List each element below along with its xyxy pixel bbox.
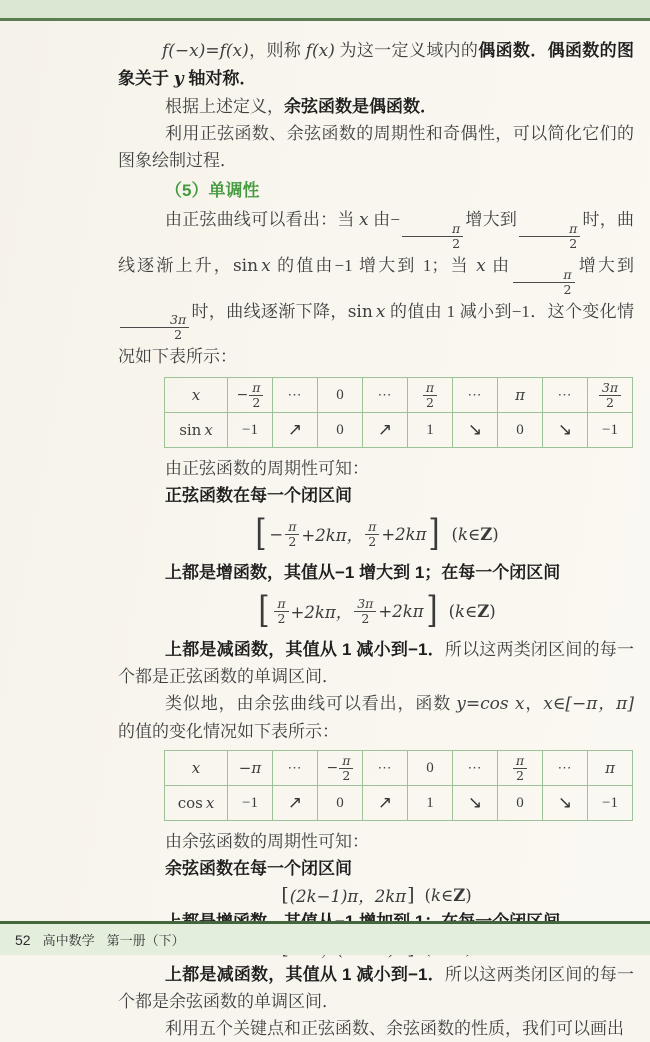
- math-function-cos: cos: [177, 793, 203, 812]
- table-row-x: [165, 751, 633, 786]
- fraction-numerator: π: [274, 597, 288, 612]
- table-cell: ⋯: [273, 378, 318, 413]
- fraction-numerator: π: [339, 754, 353, 769]
- table-cell: π: [498, 378, 543, 413]
- paren: ): [489, 601, 496, 621]
- math-variable-x: x: [359, 210, 369, 230]
- fraction-denominator: 2: [277, 610, 286, 626]
- table-cell: ⋯: [273, 751, 318, 786]
- body-text: 由正弦函数的周期性可知：: [165, 459, 369, 479]
- statement-cosine-decreasing: [118, 961, 634, 1015]
- table-cell: −π: [228, 751, 273, 786]
- sine-variation-table: [164, 377, 633, 448]
- body-text: 由: [485, 255, 512, 275]
- heading-label: （5）单调性: [165, 181, 260, 200]
- arrow-down-cell: ↘: [543, 786, 588, 821]
- element-of-symbol: ∈: [440, 885, 454, 905]
- body-text: 利用五个关键点和正弦函数、余弦函数的性质，我们可以画出: [165, 1019, 624, 1039]
- fraction-cell: [237, 381, 264, 410]
- arrow-up-cell: ↗: [363, 413, 408, 448]
- table-header-cosx: [165, 786, 228, 821]
- paragraph-cosine-curve-observation: [118, 690, 634, 745]
- math-function-sin: sin: [179, 420, 202, 439]
- fraction-pi-over-2: [274, 597, 288, 626]
- cosine-variation-table: [164, 750, 633, 821]
- table-cell: ⋯: [543, 751, 588, 786]
- element-of-symbol: ∈: [467, 524, 481, 544]
- table-cell: 1: [408, 786, 453, 821]
- table-cell: 0: [498, 413, 543, 448]
- table-cell: −1: [228, 413, 273, 448]
- table-cell: [498, 751, 543, 786]
- volume-label: 第一册（下）: [106, 933, 185, 948]
- statement-sine-increasing: [118, 559, 634, 586]
- paren: ): [492, 524, 499, 544]
- fraction: [249, 381, 263, 410]
- fraction-denominator: 2: [288, 533, 297, 549]
- math-text: −: [269, 524, 284, 544]
- paragraph-five-key-points: [118, 1015, 634, 1042]
- paragraph-cosine-periodicity: [118, 828, 634, 855]
- fraction-denominator: 2: [516, 767, 524, 783]
- body-text: 为这一定义域内的: [334, 41, 479, 60]
- minus-sign: −: [236, 387, 249, 404]
- table-cell: 1: [408, 413, 453, 448]
- math-text: +2kπ: [381, 524, 427, 544]
- arrow-down-cell: ↘: [543, 413, 588, 448]
- body-text: 的值由 1 减小到−1．这个变化情况如下表所示：: [118, 301, 635, 367]
- page-content: [118, 37, 634, 1042]
- statement-cosine-interval: [118, 855, 634, 882]
- table-row-sinx: [165, 413, 633, 448]
- bold-text: 轴对称．: [183, 69, 257, 88]
- body-text: 所以这两类闭区间的每一个都是正弦函数的单调区间．: [118, 640, 634, 687]
- arrow-down-cell: ↘: [453, 413, 498, 448]
- math-text: +2kπ，: [301, 526, 364, 546]
- body-text: ，: [524, 694, 544, 714]
- body-text: 由−: [368, 210, 400, 229]
- table-cell: 0: [408, 751, 453, 786]
- fraction: [513, 754, 527, 783]
- fraction-denominator: 2: [174, 327, 183, 343]
- table-row-cosx: [165, 786, 633, 821]
- table-cell: −1: [588, 413, 633, 448]
- table-cell: ⋯: [453, 751, 498, 786]
- fraction-denominator: 2: [606, 394, 614, 410]
- fraction-numerator: 3π: [354, 597, 376, 612]
- body-text: 的值的变化情况如下表所示：: [118, 722, 339, 742]
- math-variable-k: k: [455, 601, 466, 621]
- body-text: 的值由−1 增大到 1；当: [270, 255, 477, 275]
- formula-sine-decreasing-interval: [ $\frac{\pi}{2}$ +2kπ， $\frac{3\pi}{2}$ +2kπ ] (k∈Z): [258, 590, 496, 632]
- book-title: 高中数学: [42, 933, 95, 948]
- fraction-pi-over-2: [365, 520, 379, 549]
- body-text: 时，曲线逐渐上升，: [118, 210, 635, 275]
- page-number: 52: [15, 931, 31, 948]
- math-variable-x: x: [191, 758, 201, 777]
- fraction-numerator: π: [513, 754, 527, 769]
- math-variable-k: k: [430, 885, 441, 905]
- math-text: (2k−1)π，2kπ: [289, 887, 407, 907]
- math-expression: f(−x)=f(x): [162, 41, 249, 61]
- minus-sign: −: [326, 760, 339, 777]
- body-text: 增大到: [576, 255, 635, 275]
- fraction-denominator: 2: [368, 533, 377, 549]
- math-text: +2kπ，: [290, 603, 353, 623]
- fraction-pi-over-2: [285, 520, 299, 549]
- fraction-pi-over-2: [513, 268, 574, 297]
- body-text: 所以这两类闭区间的每一个都是余弦函数的单调区间．: [118, 965, 634, 1012]
- table-cell: 0: [318, 378, 363, 413]
- fraction-denominator: 2: [569, 235, 578, 251]
- math-variable-x: x: [204, 420, 213, 439]
- paren: (: [448, 601, 456, 621]
- fraction-numerator: π: [285, 520, 299, 535]
- fraction-numerator: 3π: [599, 381, 621, 396]
- table-cell: ⋯: [363, 751, 408, 786]
- heading-monotonicity: [118, 177, 634, 204]
- fraction-numerator: 3π: [120, 313, 189, 328]
- paragraph-simplify-drawing: [118, 120, 634, 174]
- math-expression: y=cos x: [456, 694, 525, 715]
- table-cell: −1: [588, 786, 633, 821]
- element-of-symbol: ∈: [465, 601, 478, 621]
- table-cell: −1: [228, 786, 273, 821]
- condition-k-in-z: [425, 886, 472, 905]
- arrow-down-cell: ↘: [453, 786, 498, 821]
- math-expression: x∈[−π，π]: [543, 694, 634, 715]
- bold-text: 余弦函数是偶函数．: [284, 97, 437, 116]
- paren: ): [465, 885, 472, 905]
- page-footer: [0, 921, 650, 955]
- math-function-sin: sin: [347, 301, 373, 322]
- bold-text: 上都是减函数，其值从 1 减小到−1．: [165, 640, 445, 660]
- bold-text: 上都是增函数，其值从−1 增大到 1；在每一个闭区间: [165, 563, 561, 583]
- math-text: +2kπ: [378, 601, 424, 621]
- table-header-x: [165, 378, 228, 413]
- math-variable-x: x: [191, 385, 201, 404]
- bold-text: 上都是减函数，其值从 1 减小到−1．: [165, 965, 445, 985]
- paragraph-even-function: [118, 37, 634, 93]
- paragraph-sine-periodicity: [118, 455, 634, 482]
- table-cell: [318, 751, 363, 786]
- integers-symbol: Z: [453, 885, 466, 905]
- formula-cosine-increasing-interval: [ (2k−1)π，2kπ ] (k∈Z): [281, 884, 472, 907]
- fraction: [423, 381, 437, 410]
- math-function-sin: sin: [232, 255, 259, 276]
- paragraph-cosine-even: [118, 93, 634, 120]
- fraction-numerator: π: [402, 222, 463, 237]
- fraction-3pi-over-2: [120, 313, 189, 342]
- body-text: ，则称: [248, 41, 306, 60]
- paren: (: [424, 885, 431, 905]
- table-cell: 0: [318, 786, 363, 821]
- math-variable-x: x: [205, 793, 215, 812]
- condition-k-in-z: [452, 525, 499, 544]
- arrow-up-cell: ↗: [363, 786, 408, 821]
- statement-sine-decreasing: [118, 636, 634, 690]
- arrow-up-cell: ↗: [273, 413, 318, 448]
- fraction: [339, 754, 353, 783]
- fraction-denominator: 2: [342, 767, 351, 783]
- body-text: 时，曲线逐渐下降，: [191, 301, 348, 321]
- fraction-denominator: 2: [426, 394, 434, 410]
- fraction-denominator: 2: [361, 610, 370, 626]
- page-top-border: [0, 0, 650, 21]
- fraction-numerator: π: [513, 268, 574, 283]
- bold-text: 偶函数．偶函数的图象关于: [118, 41, 634, 88]
- fraction-denominator: 2: [252, 394, 261, 410]
- statement-sine-interval: [118, 482, 634, 509]
- bold-text: 余弦函数在每一个闭区间: [165, 859, 352, 879]
- body-text: 利用正弦函数、余弦函数的周期性和奇偶性，可以简化它们的图象绘制过程．: [118, 124, 634, 170]
- table-row-x: [165, 378, 633, 413]
- table-header-sinx: [165, 413, 228, 448]
- math-expression: f(x): [305, 41, 335, 61]
- math-variable-x: x: [476, 255, 486, 276]
- paragraph-sine-curve-observation: [118, 205, 634, 372]
- formula-sine-increasing-interval: [ − $\frac{\pi}{2}$ +2kπ， $\frac{\pi}{2}$ +2kπ ] (k∈Z): [255, 513, 499, 555]
- table-cell: [408, 378, 453, 413]
- body-text: 根据上述定义，: [165, 97, 284, 116]
- math-variable-x: x: [261, 255, 271, 276]
- fraction-cell: [327, 754, 354, 783]
- fraction: [599, 381, 621, 410]
- table-cell: ⋯: [543, 378, 588, 413]
- bold-text: 正弦函数在每一个闭区间: [165, 486, 352, 506]
- fraction-pi-over-2: [402, 222, 463, 251]
- body-text: 增大到: [465, 210, 518, 229]
- body-text: 类似地，由余弦曲线可以看出，函数: [165, 694, 457, 714]
- table-cell: ⋯: [453, 378, 498, 413]
- table-cell: ⋯: [363, 378, 408, 413]
- math-variable-y: y: [173, 69, 184, 89]
- fraction-denominator: 2: [452, 235, 461, 251]
- integers-symbol: Z: [477, 601, 490, 621]
- paren: (: [451, 524, 458, 544]
- fraction-pi-over-2: [519, 222, 580, 251]
- body-text: 由余弦函数的周期性可知：: [165, 832, 369, 852]
- table-cell: 0: [498, 786, 543, 821]
- table-cell: [228, 378, 273, 413]
- fraction-3pi-over-2: [354, 597, 376, 626]
- table-cell: [588, 378, 633, 413]
- fraction-numerator: π: [249, 381, 263, 396]
- fraction-numerator: π: [519, 222, 580, 237]
- math-variable-k: k: [457, 524, 468, 544]
- body-text: 由正弦曲线可以看出：当: [165, 210, 360, 229]
- arrow-up-cell: ↗: [273, 786, 318, 821]
- table-cell: π: [588, 751, 633, 786]
- fraction-denominator: 2: [563, 281, 572, 297]
- table-header-x: [165, 751, 228, 786]
- integers-symbol: Z: [480, 524, 493, 544]
- fraction-numerator: π: [423, 381, 437, 396]
- table-cell: 0: [318, 413, 363, 448]
- fraction-numerator: π: [365, 520, 379, 535]
- math-variable-x: x: [375, 301, 386, 322]
- condition-k-in-z: [449, 602, 496, 621]
